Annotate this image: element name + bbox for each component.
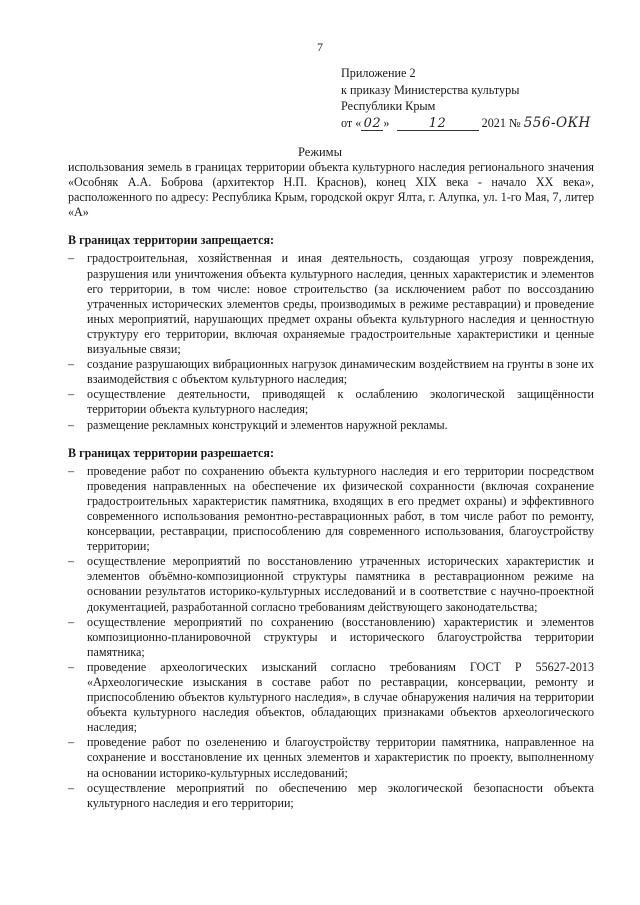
- list-item-text: проведение работ по сохранению объекта культурного наследия и его территории посредством проведения направленных на обеспечение их физической сохранности (включая сохранение градостроительных характеристик памятника, входящих в его предмет охраны) и эффективного современного использования ремонтно-реставрационных работ, в том числе работ по ремонту, консервации, реставрации, приспособлению для современного использования, благоустройству территории;: [87, 463, 594, 554]
- date-mid: »: [383, 115, 390, 130]
- list-item: – градостроительная, хозяйственная и иная деятельность, создающая угрозу повреждения, разрушения или уничтожения объекта культурного наследия, ценных характеристик и элементов его территории, в том числе: новое строительство (за исключением работ по воссозданию утраченных исторических элементов среды, производимых в режиме реставрации) и проведение иных мероприятий, нарушающих предмет охраны объекта культурного наследия и ценностную структуру его территории, включая охраняемые градостроительные характеристики и ценные визуальные связи;: [68, 251, 594, 357]
- list-item-text: осуществление мероприятий по восстановлению утраченных исторических характеристик и элементов объёмно-композиционной структуры памятника в реставрационном режиме на основании результатов историко-культурных исследований и в соответствие с научно-проектной документацией, разработанной согласно требованиям действующего законодательства;: [87, 554, 594, 614]
- list-item: – размещение рекламных конструкций и элементов наружной рекламы.: [68, 417, 448, 432]
- date-prefix: от «: [341, 115, 362, 130]
- list-item-text: создание разрушающих вибрационных нагрузок динамическим воздействием на грунты в зоне их взаимодействия с объектом культурного наследия;: [87, 357, 594, 387]
- list-item-text: осуществление деятельности, приводящей к ослаблению экологической защищённости территории объекта культурного наследия;: [87, 387, 594, 417]
- handwritten-month: 12: [397, 117, 479, 131]
- prohibited-heading: В границах территории запрещается:: [68, 233, 275, 248]
- list-item-text: градостроительная, хозяйственная и иная деятельность, создающая угрозу повреждения, разрушения или уничтожения объекта культурного наследия, ценных характеристик и элементов его территории, в том числе: новое строительство (за исключением работ по воссозданию утраченных исторических элементов среды, производимых в режиме реставрации) и проведение иных мероприятий, нарушающих предмет охраны объекта культурного наследия и ценностную структуру его территории, включая охраняемые градостроительные характеристики и ценные визуальные связи;: [87, 251, 594, 357]
- document-title: Режимы: [298, 145, 342, 159]
- handwritten-day: 02: [361, 117, 383, 131]
- list-item-text: проведение археологических изысканий согласно требованиям ГОСТ Р 55627-2013 «Археологические изыскания в составе работ по реставрации, консервации, ремонту и приспособлению объектов культурного наследия», в случае обнаружения наличия на территории объекта культурного наследия объектов, обладающих признаками объектов археологического наследия;: [87, 659, 594, 735]
- order-date-line: [341, 115, 591, 132]
- list-item: – осуществление деятельности, приводящей к ослаблению экологической защищённости территории объекта культурного наследия;: [68, 387, 594, 417]
- page-number: 7: [317, 40, 323, 54]
- intro-paragraph: использования земель в границах территории объекта культурного наследия регионального значения «Особняк А.А. Боброва (архитектор Н.П. Краснов), конец XIX века - начало XX века», расположенного по адресу: Республика Крым, городской округ Ялта, г. Алупка, ул. 1-го Мая, 7, литер «А»: [68, 160, 594, 220]
- list-item-text: осуществление мероприятий по обеспечению мер экологической безопасности объекта культурного наследия и его территории;: [87, 780, 594, 810]
- order-reference: к приказу Министерства культуры: [341, 82, 520, 97]
- prohibited-list: [68, 251, 594, 432]
- allowed-heading: В границах территории разрешается:: [68, 445, 274, 460]
- list-item: – осуществление мероприятий по восстановлению утраченных исторических характеристик и элементов объёмно-композиционной структуры памятника в реставрационном режиме на основании результатов историко-культурных исследований и в соответствие с научно-проектной документацией, разработанной согласно требованиям действующего законодательства;: [68, 554, 594, 614]
- year-text: 2021 №: [481, 115, 521, 130]
- ministry-region: Республики Крым: [341, 99, 436, 113]
- allowed-list: [68, 464, 594, 811]
- list-item: – проведение работ по озеленению и благоустройству территории памятника, направленное на сохранение и восстановление их ценных элементов и характеристик по проекту, выполненному на основании историко-культурных исследований;: [68, 735, 594, 780]
- list-item: – создание разрушающих вибрационных нагрузок динамическим воздействием на грунты в зоне их взаимодействия с объектом культурного наследия;: [68, 357, 594, 387]
- document-body: [68, 160, 594, 811]
- list-item: – проведение работ по сохранению объекта культурного наследия и его территории посредством проведения направленных на обеспечение их физической сохранности (включая сохранение градостроительных характеристик памятника, входящих в его предмет охраны) и эффективного современного использования ремонтно-реставрационных работ, в том числе работ по ремонту, консервации, реставрации, приспособлению для современного использования, благоустройству территории;: [68, 463, 594, 554]
- list-item: – осуществление мероприятий по сохранению (восстановлению) характеристик и элементов композиционно-планировочной структуры и исторического благоустройства территории памятника;: [68, 614, 594, 659]
- document-header: [341, 65, 591, 131]
- list-item-text: размещение рекламных конструкций и элементов наружной рекламы.: [87, 417, 448, 432]
- handwritten-order-number: 556-ОКН: [523, 114, 591, 131]
- list-item: – осуществление мероприятий по обеспечению мер экологической безопасности объекта культурного наследия и его территории;: [68, 780, 594, 810]
- list-item-text: осуществление мероприятий по сохранению (восстановлению) характеристик и элементов композиционно-планировочной структуры и исторического благоустройства территории памятника;: [87, 614, 594, 659]
- appendix-label: Приложение 2: [341, 66, 416, 80]
- list-item-text: проведение работ по озеленению и благоустройству территории памятника, направленное на сохранение и восстановление их ценных элементов и характеристик по проекту, выполненному на основании историко-культурных исследований;: [87, 735, 594, 780]
- list-item: – проведение археологических изысканий согласно требованиям ГОСТ Р 55627-2013 «Археологические изыскания в составе работ по реставрации, консервации, ремонту и приспособлению объектов культурного наследия», в случае обнаружения наличия на территории объекта культурного наследия объектов, обладающих признаками объектов археологического наследия;: [68, 659, 594, 735]
